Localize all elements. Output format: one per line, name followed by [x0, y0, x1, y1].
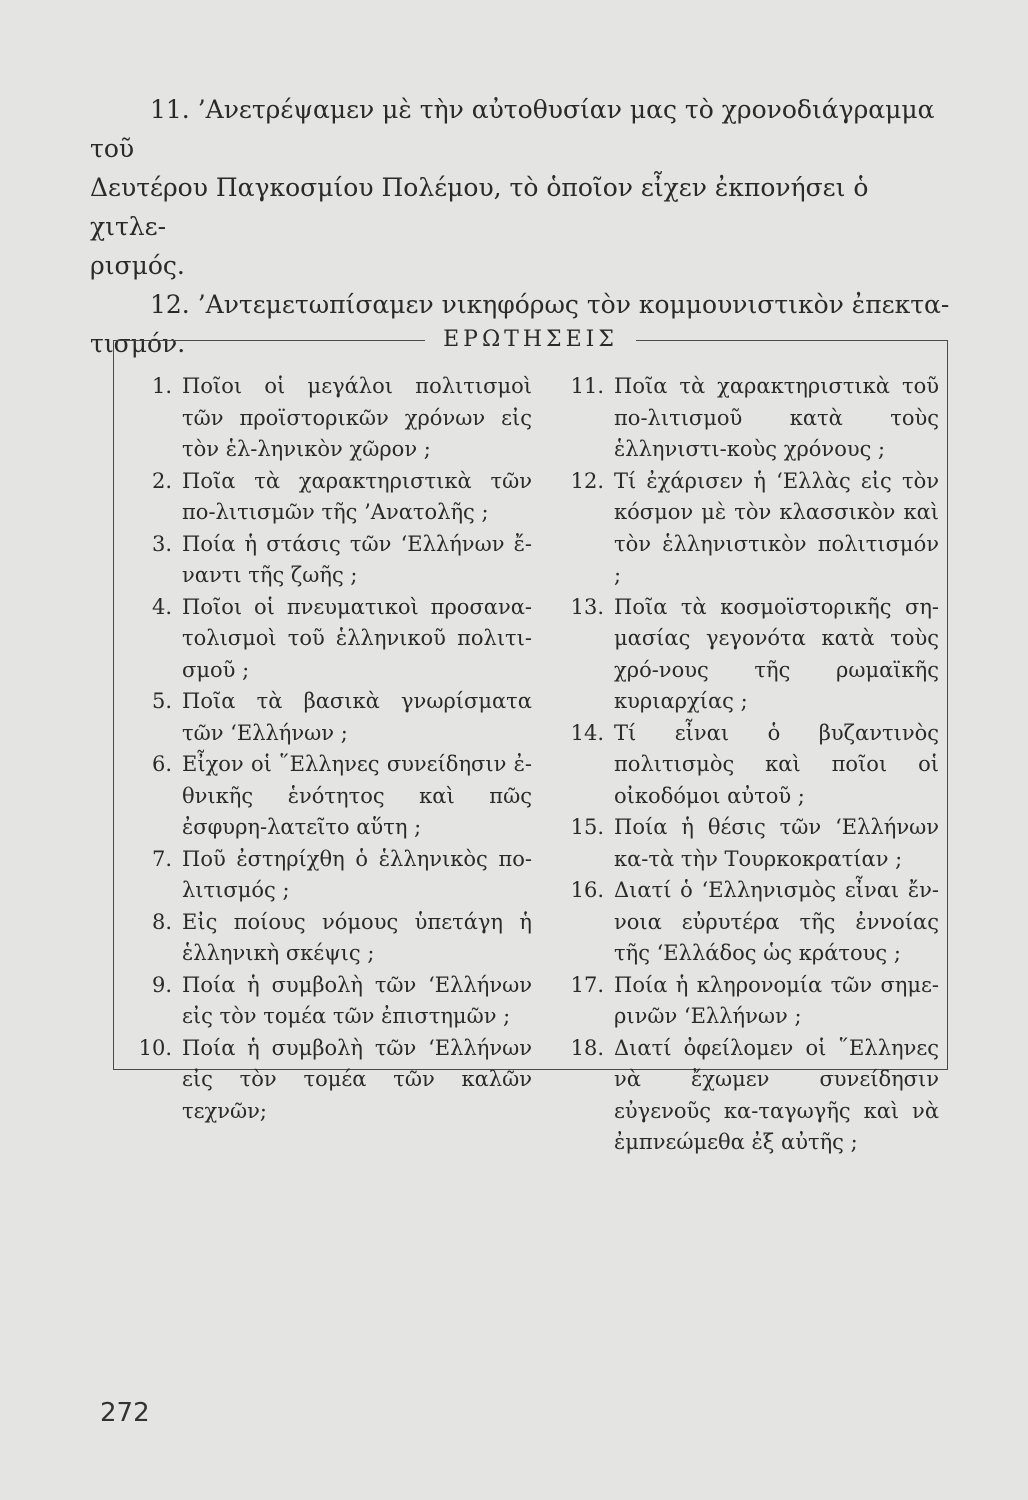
- question-text: Ποῦ ἐστηρίχθη ὁ ἑλληνικὸς πο-λιτισμός ;: [182, 846, 532, 902]
- question-text: Εἶχον οἱ ῞Ελληνες συνείδησιν ἐ-θνικῆς ἑνότητος καὶ πῶς ἐσφυρη-λατεῖτο αὕτη ;: [182, 752, 532, 839]
- question-text: Ποῖα τὰ βασικὰ γνωρίσματα τῶν ‘Ελλήνων ;: [182, 689, 532, 745]
- question-text: Τί ἐχάρισεν ἡ ‘Ελλὰς εἰς τὸν κόσμον μὲ τὸν κλασσικὸν καὶ τὸν ἑλληνιστικὸν πολιτισμόν ;: [614, 468, 939, 587]
- question-number: 2.: [151, 468, 172, 493]
- question-item: [122, 749, 532, 844]
- question-text: Τί εἶναι ὁ βυζαντινὸς πολιτισμὸς καὶ ποῖοι οἱ οἰκοδόμοι αὐτοῦ ;: [614, 720, 939, 808]
- question-item: [554, 466, 939, 592]
- question-number: 8.: [151, 909, 172, 934]
- questions-title: [114, 327, 947, 352]
- question-item: [554, 371, 939, 466]
- questions-column-right: [554, 371, 939, 1159]
- question-item: [122, 1033, 532, 1128]
- question-text: Εἰς ποίους νόμους ὑπετάγη ἡ ἑλληνικὴ σκέψις ;: [182, 909, 532, 965]
- question-item: [122, 907, 532, 970]
- questions-column-left: [122, 371, 532, 1127]
- question-text: Ποία ἡ συμβολὴ τῶν ‘Ελλήνων εἰς τὸν τομέα τῶν ἐπιστημῶν ;: [182, 972, 532, 1028]
- question-text: Ποία ἡ θέσις τῶν ‘Ελλήνων κα-τὰ τὴν Τουρκοκρατίαν ;: [614, 815, 939, 871]
- question-text: Ποῖα τὰ κοσμοϊστορικῆς ση-μασίας γεγονότα κατὰ τοὺς χρό-νους τῆς ρωμαϊκῆς κυριαρχίας ;: [614, 594, 939, 713]
- question-number: 1.: [151, 374, 172, 398]
- question-item: [554, 1033, 939, 1159]
- question-number: 14.: [570, 720, 604, 745]
- intro-item-12-line-1: 12. ’Αντεμετωπίσαμεν νικηφόρως τὸν κομμουνιστικὸν ἐπεκτα-: [150, 290, 950, 319]
- question-item: [122, 371, 532, 466]
- intro-item-11-line-1: 11. ’Ανετρέψαμεν μὲ τὴν αὐτοθυσίαν μας τὸ χρονοδιάγραμμα τοῦ: [90, 95, 935, 163]
- question-text: Ποῖοι οἱ πνευματικοὶ προσανα-τολισμοὶ τοῦ ἑλληνικοῦ πολιτι-σμοῦ ;: [182, 594, 532, 682]
- question-item: [554, 812, 939, 875]
- question-item: [122, 529, 532, 592]
- question-number: 10.: [138, 1035, 172, 1060]
- question-text: Ποία ἡ στάσις τῶν ‘Ελλήνων ἔ-ναντι τῆς ζωῆς ;: [182, 531, 532, 587]
- question-item: [554, 970, 939, 1033]
- question-number: 18.: [570, 1035, 604, 1060]
- question-text: Ποῖα τὰ χαρακτηριστικὰ τοῦ πο-λιτισμοῦ κατὰ τοὺς ἑλληνιστι-κοὺς χρόνους ;: [614, 374, 939, 461]
- page-number: 272: [100, 1398, 150, 1428]
- questions-title-text: ΕΡΩΤΗΣΕΙΣ: [425, 327, 636, 352]
- question-number: 4.: [151, 594, 172, 619]
- question-item: [554, 592, 939, 718]
- question-text: Διατί ὀφείλομεν οἱ ῞Ελληνες νὰ ἔχωμεν συνείδησιν εὐγενοῦς κα-ταγωγῆς καὶ νὰ ἐμπνεώμεθα ἐξ αὐτῆς ;: [614, 1035, 939, 1154]
- question-text: Ποία ἡ κληρονομία τῶν σημε-ρινῶν ‘Ελλήνων ;: [614, 972, 939, 1028]
- intro-item-12-line-2: τισμόν.: [90, 329, 186, 358]
- intro-item-11-line-2: Δευτέρου Παγκοσμίου Πολέμου, τὸ ὁποῖον εἶχεν ἐκπονήσει ὁ χιτλε-: [90, 173, 869, 241]
- questions-box: [113, 327, 948, 1154]
- question-item: [122, 466, 532, 529]
- question-item: [122, 844, 532, 907]
- question-number: 11.: [570, 374, 604, 398]
- question-number: 12.: [570, 468, 604, 493]
- question-number: 15.: [570, 815, 604, 839]
- question-number: 13.: [570, 594, 604, 619]
- question-item: [122, 686, 532, 749]
- question-text: Ποῖοι οἱ μεγάλοι πολιτισμοὶ τῶν προϊστορικῶν χρόνων εἰς τὸν ἑλ-ληνικὸν χῶρον ;: [182, 374, 532, 461]
- intro-text: [90, 90, 950, 363]
- question-item: [122, 970, 532, 1033]
- question-item: [554, 718, 939, 813]
- question-number: 5.: [151, 689, 172, 713]
- question-number: 7.: [151, 846, 172, 871]
- question-item: [122, 592, 532, 687]
- question-number: 16.: [570, 878, 604, 902]
- question-number: 6.: [151, 752, 172, 776]
- question-item: [554, 875, 939, 970]
- question-number: 9.: [151, 972, 172, 997]
- question-text: Ποία ἡ συμβολὴ τῶν ‘Ελλήνων εἰς τὸν τομέα τῶν καλῶν τεχνῶν;: [182, 1035, 532, 1123]
- question-text: Ποῖα τὰ χαρακτηριστικὰ τῶν πο-λιτισμῶν τῆς ’Ανατολῆς ;: [182, 468, 532, 524]
- question-text: Διατί ὁ ‘Ελληνισμὸς εἶναι ἔν-νοια εὐρυτέρα τῆς ἐννοίας τῆς ‘Ελλάδος ὡς κράτους ;: [614, 878, 939, 965]
- question-number: 17.: [570, 972, 604, 997]
- question-number: 3.: [151, 531, 172, 556]
- intro-item-11-line-3: ρισμός.: [90, 251, 185, 280]
